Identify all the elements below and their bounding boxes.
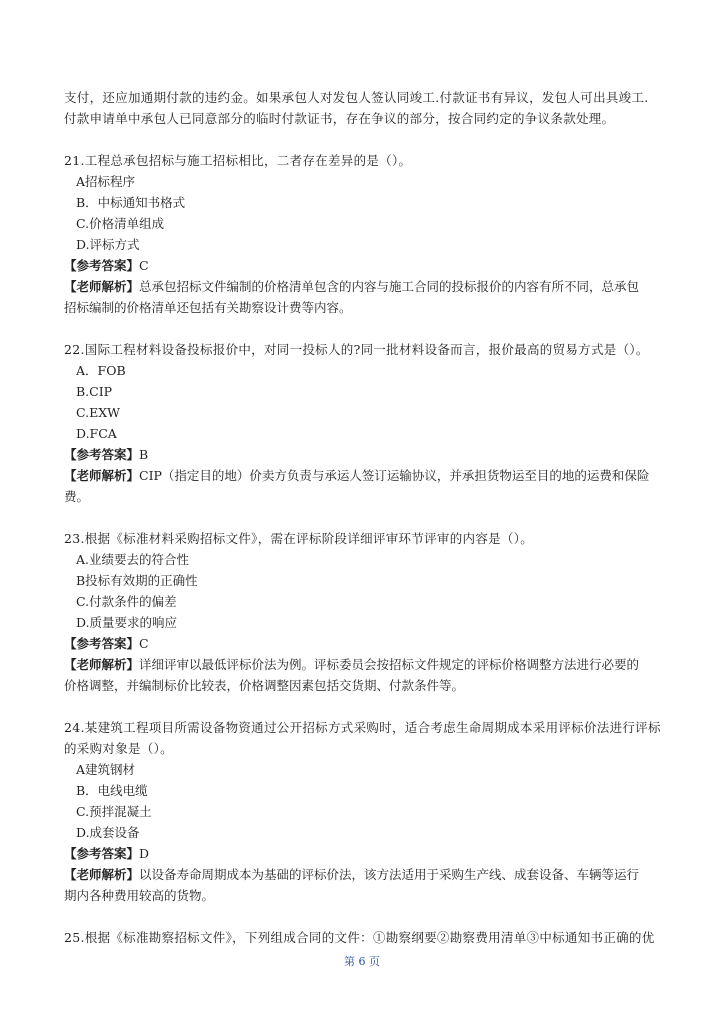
analysis-label: 【老师解析】 (64, 279, 140, 294)
option-c: C.EXW (76, 405, 120, 420)
question-24 (64, 717, 664, 906)
question-stem: 的采购对象是（）。 (64, 741, 173, 756)
option-c: C.价格清单组成 (76, 216, 165, 231)
analysis-text: 价格调整，并编制标价比较表，价格调整因素包括交货期、付款条件等。 (64, 678, 465, 693)
analysis-label: 【老师解析】 (64, 657, 140, 672)
option-d: D.成套设备 (76, 825, 140, 840)
answer-label: 【参考答案】 (64, 258, 140, 273)
analysis-text: 招标编制的价格清单还包括有关勘察设计费等内容。 (64, 300, 352, 315)
option-d: D.FCA (76, 426, 117, 441)
question-stem: 25.根据《标准勘察招标文件》，下列组成合同的文件：①勘察纲要②勘察费用清单③中标通知书正确的优 (64, 930, 655, 945)
question-25 (64, 927, 664, 948)
answer-line (64, 255, 664, 276)
option-b: B投标有效期的正确性 (76, 573, 198, 588)
answer-value: C (139, 258, 149, 273)
answer-label: 【参考答案】 (64, 846, 140, 861)
option-d: D.质量要求的响应 (76, 615, 178, 630)
answer-line (64, 843, 664, 864)
answer-value: B (139, 447, 149, 462)
answer-label: 【参考答案】 (64, 447, 140, 462)
question-21 (64, 150, 664, 318)
question-stem: 23.根据《标准材料采购招标文件》，需在评标阶段详细评审环节评审的内容是（）。 (64, 531, 534, 546)
option-b: B.CIP (76, 384, 113, 399)
page-number: 第 6 页 (344, 955, 380, 968)
question-23 (64, 528, 664, 696)
question-stem: 24.某建筑工程项目所需设备物资通过公开招标方式采购时，适合考虑生命周期成本采用评标价法进行评标 (64, 720, 661, 735)
answer-value: D (139, 846, 150, 861)
question-stem: 22.国际工程材料设备投标报价中，对同一投标人的?同一批材料设备而言，报价最高的贸易方式是（）。 (64, 342, 649, 357)
analysis-text: 以设备寿命周期成本为基础的评标价法，该方法适用于采购生产线、成套设备、车辆等运行 (139, 867, 640, 882)
page-content (64, 87, 664, 969)
answer-label: 【参考答案】 (64, 636, 140, 651)
question-22 (64, 339, 664, 507)
option-a: A建筑钢材 (76, 762, 136, 777)
analysis-text: 总承包招标文件编制的价格清单包含的内容与施工合同的投标报价的内容有所不同，总承包 (139, 279, 640, 294)
analysis-text: 详细评审以最低评标价法为例。评标委员会按招标文件规定的评标价格调整方法进行必要的 (139, 657, 640, 672)
intro-line: 支付，还应加通期付款的违约金。如果承包人对发包人签认同竣工.付款证书有异议，发包人可出具竣工. (64, 90, 649, 105)
option-c: C.付款条件的偏差 (76, 594, 177, 609)
option-d: D.评标方式 (76, 237, 140, 252)
option-a: A．FOB (76, 363, 126, 378)
analysis-line (64, 864, 664, 885)
analysis-text: 期内各种费用较高的货物。 (64, 888, 215, 903)
answer-line (64, 444, 664, 465)
option-c: C.预拌混凝土 (76, 804, 152, 819)
analysis-line (64, 465, 664, 486)
option-b: B．电线电缆 (76, 783, 148, 798)
answer-line (64, 633, 664, 654)
option-b: B．中标通知书格式 (76, 195, 186, 210)
answer-value: C (139, 636, 149, 651)
intro-paragraph (64, 87, 664, 129)
analysis-text: CIP（指定目的地）价卖方负责与承运人签订运输协议，并承担货物运至目的地的运费和保险 (139, 468, 650, 483)
analysis-label: 【老师解析】 (64, 867, 140, 882)
option-a: A.业绩要去的符合性 (76, 552, 190, 567)
analysis-text: 费。 (64, 489, 90, 504)
option-a: A招标程序 (76, 174, 136, 189)
analysis-line (64, 276, 664, 297)
analysis-label: 【老师解析】 (64, 468, 140, 483)
intro-line: 付款申请单中承包人已同意部分的临时付款证书，存在争议的部分，按合同约定的争议条款处理。 (64, 111, 615, 126)
analysis-line (64, 654, 664, 675)
question-stem: 21.工程总承包招标与施工招标相比，二者存在差异的是（）。 (64, 153, 412, 168)
